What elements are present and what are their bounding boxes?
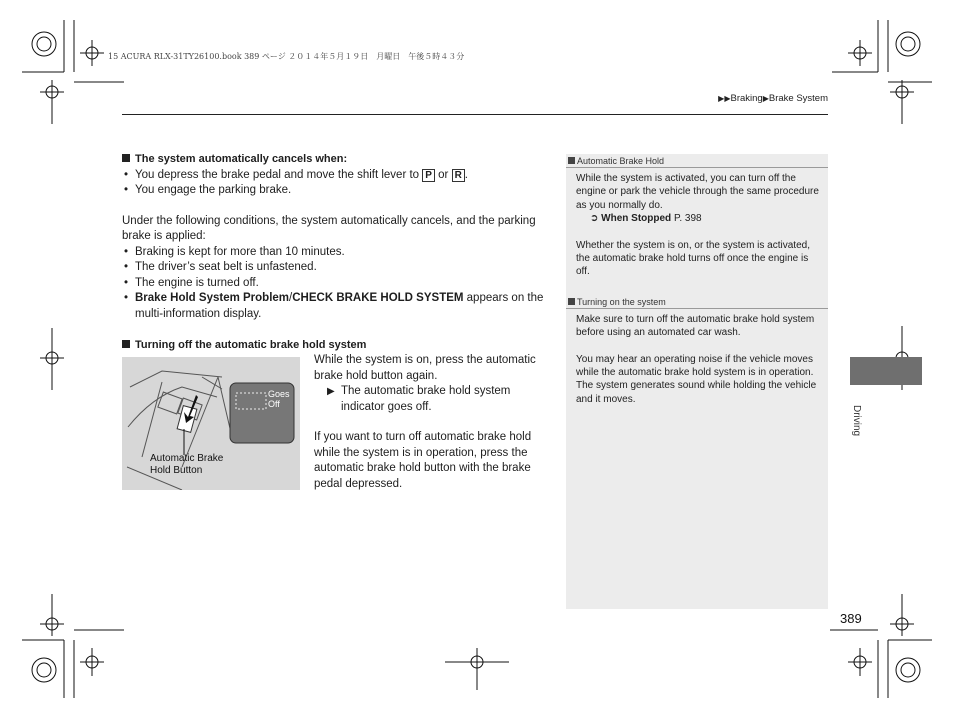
chapter-tab [850, 357, 922, 385]
note-body: Make sure to turn off the automatic brake hold system before using an automated car wash. You may hear an operating noise if the vehicle moves while the automatic brake hold system is in operation. The system generates sound while holding the vehicle and it moves. [576, 313, 817, 405]
instruction-line: If you want to turn off automatic brake hold while the system is in operation, press the automatic brake hold button with the brake pedal depressed. [314, 431, 532, 490]
shift-p-key: P [422, 169, 435, 182]
indicator-label: Goes Off [268, 389, 290, 409]
instruction-line: While the system is on, press the automatic brake hold button again. [314, 354, 536, 382]
list-item: • Brake Hold System Problem/CHECK BRAKE HOLD SYSTEM appears on the multi-information display. [122, 291, 548, 322]
button-label: Automatic Brake Hold Button [150, 453, 224, 476]
section-heading: The system automatically cancels when: [122, 152, 548, 168]
list-item: • The driver’s seat belt is unfastened. [122, 260, 548, 276]
breadcrumb-arrow-icon: ▶▶ [718, 94, 731, 103]
note-title: Automatic Brake Hold [566, 154, 828, 168]
shift-r-key: R [452, 169, 465, 182]
breadcrumb-arrow-icon: ▶ [762, 94, 769, 103]
list-item: • You engage the parking brake. [122, 183, 548, 199]
note-body: While the system is activated, you can turn off the engine or park the vehicle through the same procedure as you normally do. ➲ When Stopped P. 398 Whether the system is on, or the system is activated, the automatic brake hold turns off once the engine is off. [576, 173, 819, 278]
list-item: • Braking is kept for more than 10 minutes. [122, 245, 548, 261]
square-bullet-icon [122, 154, 130, 162]
header-rule [122, 114, 828, 115]
list-item: • You depress the brake pedal and move the shift lever to P or R . [122, 168, 548, 184]
result-line: ▶ The automatic brake hold system indicator goes off. [327, 385, 511, 413]
breadcrumb-item-braking[interactable]: Braking [730, 93, 763, 104]
turn-off-instructions [314, 353, 548, 492]
cross-reference[interactable]: ➲ When Stopped P. 398 [590, 213, 702, 225]
section-heading-turn-off: Turning off the automatic brake hold system [122, 338, 366, 354]
print-header: 15 ACURA RLX-31TY26100.book 389 ページ ２０１４年５月１９日 月曜日 午後５時４３分 [108, 52, 465, 61]
note-marker-icon [568, 298, 575, 305]
list-item: • The engine is turned off. [122, 276, 548, 292]
brake-hold-figure [122, 357, 300, 490]
reference-arrow-icon: ➲ [590, 213, 599, 225]
conditions-list [122, 245, 548, 323]
conditions-paragraph: Under the following conditions, the system automatically cancels, and the parking brake is applied: [122, 214, 536, 242]
cancel-list [122, 168, 548, 199]
note-title: Turning on the system [566, 295, 828, 309]
breadcrumb-item-brake-system[interactable]: Brake System [768, 93, 828, 104]
breadcrumb [718, 93, 828, 104]
section-auto-cancel [122, 152, 548, 322]
side-notes-panel [566, 154, 828, 609]
chapter-tab-label: Driving [851, 405, 862, 437]
note-marker-icon [568, 157, 575, 164]
page-number: 389 [840, 611, 862, 626]
result-arrow-icon: ▶ [327, 386, 335, 397]
square-bullet-icon [122, 340, 130, 348]
